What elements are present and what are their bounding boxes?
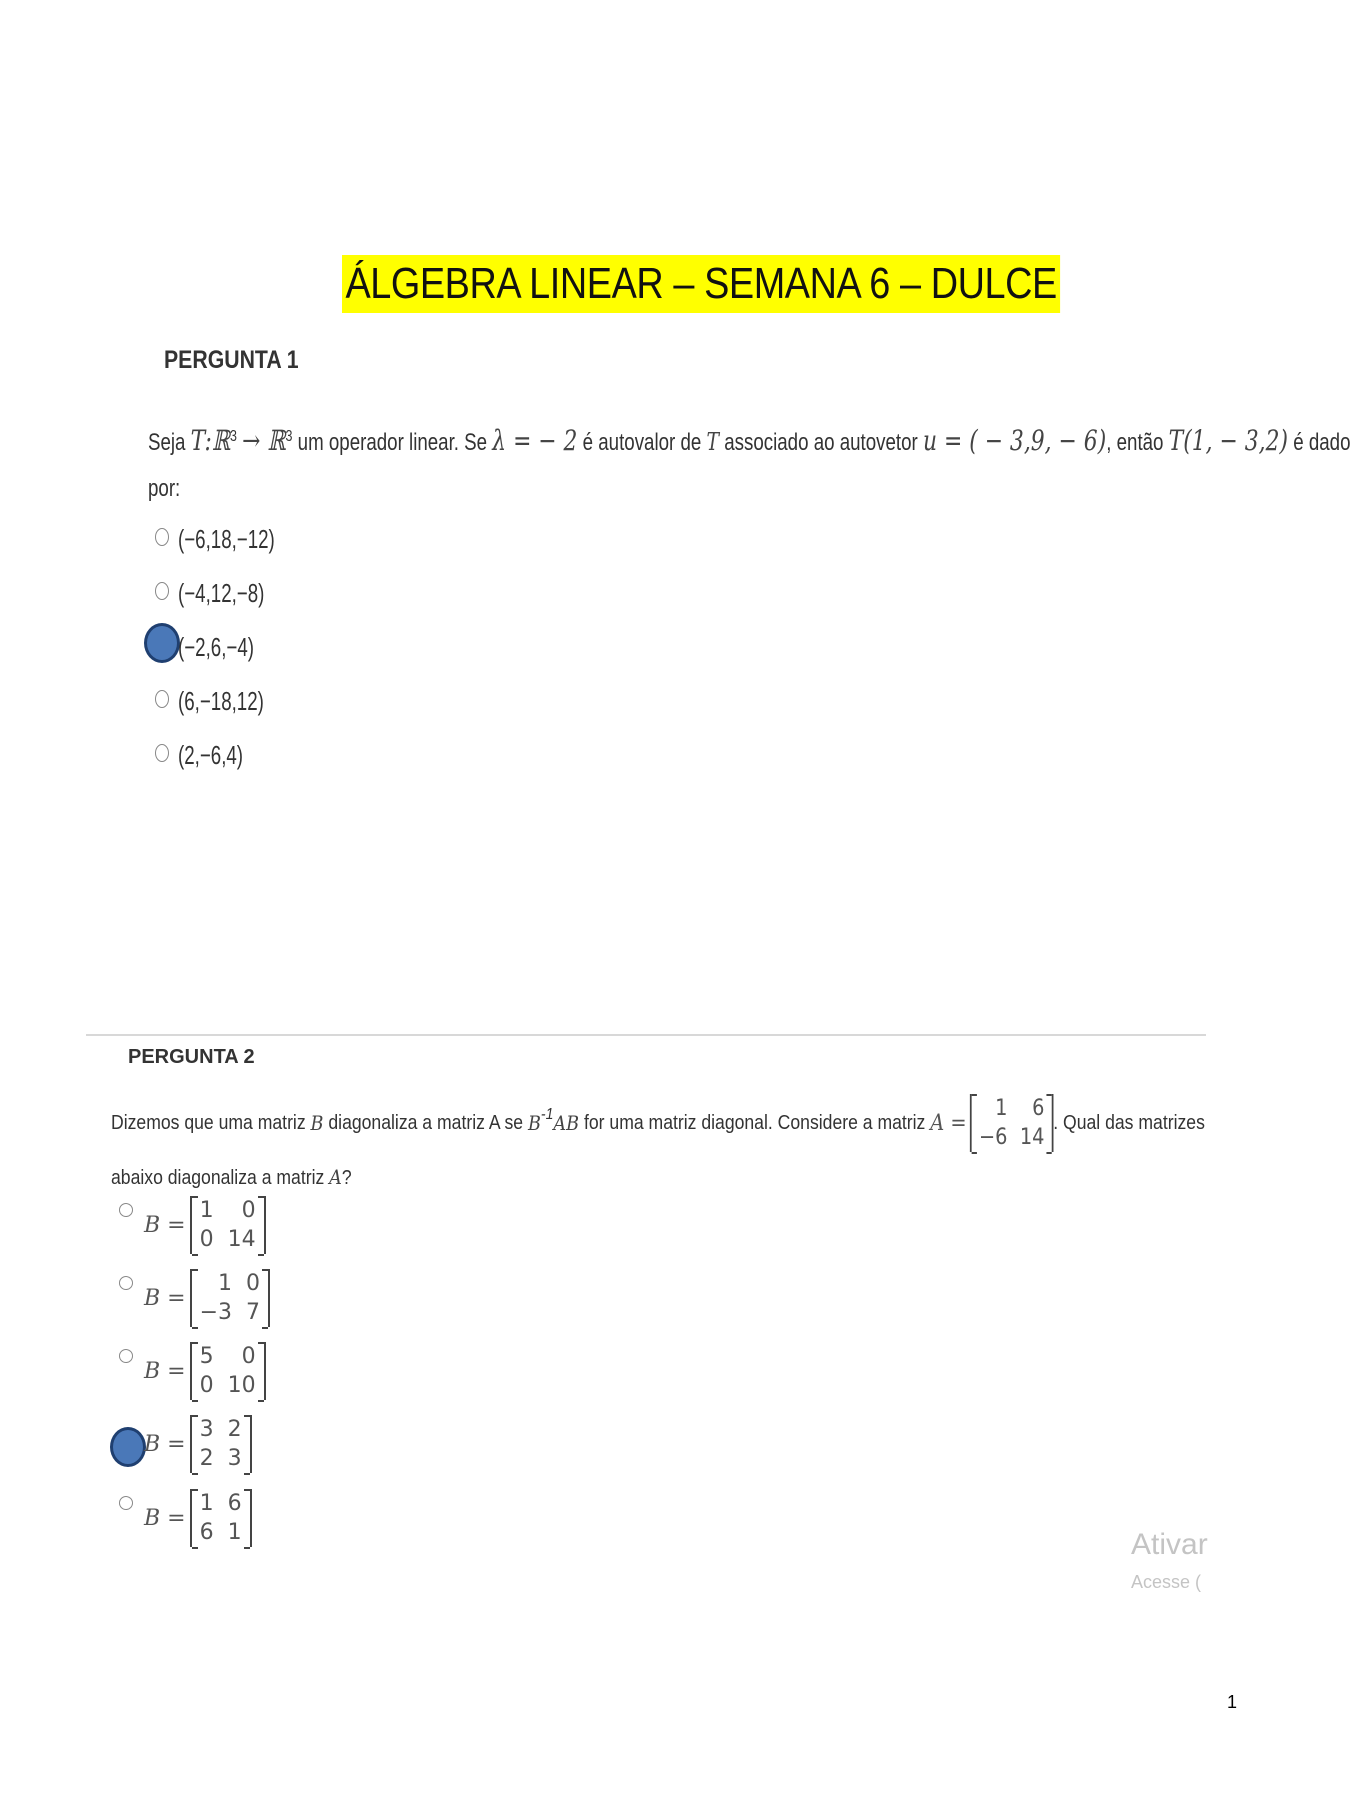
q2-option-4-radio-selected[interactable] xyxy=(110,1427,146,1467)
question-1-text: Seja T:ℝ$^3$ → ℝ$^3$ um operador linear. Se λ = − 2 é autovalor de T associado ao autovetor u = ( − 3,9, − 6), então T(1, − 3,2) é dado xyxy=(148,424,1351,457)
question-2-heading: PERGUNTA 2 xyxy=(128,1046,255,1068)
q1-option-5-label: (2,−6,4) xyxy=(178,740,244,770)
question-1-text-line2: por: xyxy=(148,475,181,502)
q1-option-4-radio[interactable] xyxy=(155,690,169,708)
q1-option-4-label: (6,−18,12) xyxy=(178,686,264,716)
q1-option-3-label: (−2,6,−4) xyxy=(178,632,254,662)
activation-watermark-line2: Acesse ( xyxy=(1131,1572,1202,1592)
q2-option-4-label: B = 3 2 2 3 xyxy=(144,1415,252,1473)
q2-option-2-label: B = 1 0 −3 7 xyxy=(144,1269,270,1327)
q1-option-1-radio[interactable] xyxy=(155,528,169,546)
question-1-heading: PERGUNTA 1 xyxy=(164,346,299,374)
q2-option-2-radio[interactable] xyxy=(119,1276,133,1290)
q1-option-1-label: (−6,18,−12) xyxy=(178,524,275,554)
q2-option-1-label: B = 1 0 0 14 xyxy=(144,1196,266,1254)
question-2-text-line2: abaixo diagonaliza a matriz A? xyxy=(111,1165,352,1189)
q1-option-2-radio[interactable] xyxy=(155,582,169,600)
section-divider xyxy=(86,1034,1206,1036)
q2-option-1-radio[interactable] xyxy=(119,1203,133,1217)
q1-option-2-label: (−4,12,−8) xyxy=(178,578,265,608)
question-2-text: Dizemos que uma matriz B diagonaliza a matriz A se B $^{-1}$ AB for uma matriz diagonal. Considere a matriz A = 1 6 −6 14 . Qual das matrizes xyxy=(111,1096,1205,1150)
q2-option-5-radio[interactable] xyxy=(119,1496,133,1510)
activation-watermark: Ativar xyxy=(1131,1528,1208,1561)
q1-option-5-radio[interactable] xyxy=(155,744,169,762)
q2-option-3-label: B = 5 0 0 10 xyxy=(144,1342,266,1400)
page-number: 1 xyxy=(1227,1692,1238,1712)
q1-option-3-radio-selected[interactable] xyxy=(144,623,180,663)
page-title: ÁLGEBRA LINEAR – SEMANA 6 – DULCE xyxy=(342,255,1060,313)
matrix-A: 1 6 −6 14 xyxy=(970,1094,1053,1152)
q2-option-5-label: B = 1 6 6 1 xyxy=(144,1489,252,1547)
q2-option-3-radio[interactable] xyxy=(119,1349,133,1363)
